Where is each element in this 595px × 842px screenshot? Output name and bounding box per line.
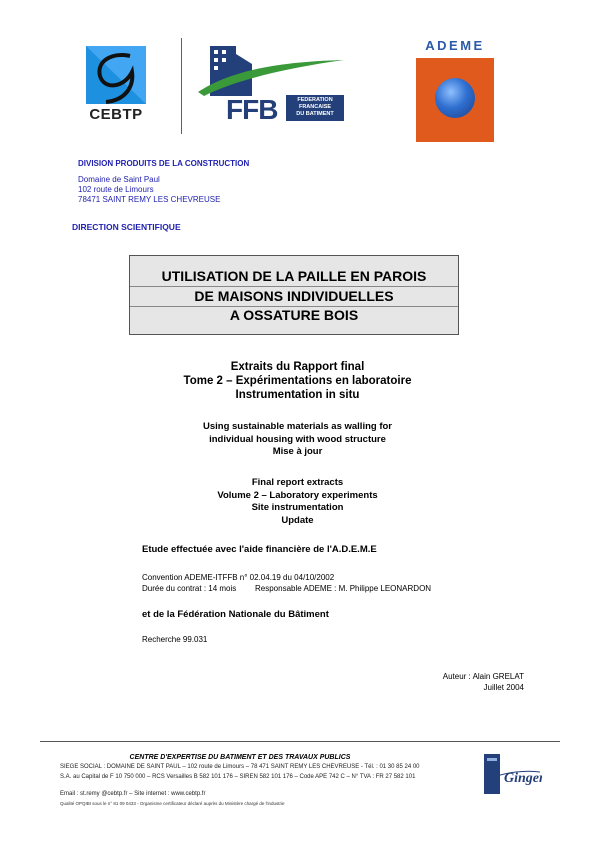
title-divider [130,286,458,287]
footer-certification: Qualité OPQIBI sous le n° 81 09 0433 - Organisme certificateur déclaré auprès du Ministère chargé de l'industrie [60,801,285,806]
ffb-wordmark: FFB [226,94,278,125]
subtitle-fr-line: Instrumentation in situ [235,389,360,401]
ffb-funding-text: et de la Fédération Nationale du Bâtiment [142,609,329,620]
cebtp-emblem-icon [86,46,146,104]
ademe-responsible: Responsable ADEME : M. Philippe LEONARDON [255,584,432,593]
globe-icon [435,78,475,118]
title-line: DE MAISONS INDIVIDUELLES [194,288,394,304]
ademe-wordmark: ADEME [425,38,485,53]
report-extracts-line: Update [281,514,314,526]
author-name: Auteur : Alain GRELAT [442,672,524,681]
footer-divider [40,741,560,742]
report-extracts-line: Final report extracts [251,477,344,488]
report-date: Juillet 2004 [483,683,524,692]
contract-duration: Durée du contrat : 14 mois [142,584,237,593]
report-extracts-line: Volume 2 – Laboratory experiments [217,489,378,501]
title-line: UTILISATION DE LA PAILLE EN PAROIS [161,268,427,284]
ginger-logo [482,748,542,806]
ffb-subtitle-line: FEDERATION [297,97,333,103]
subtitle-en-line: Mise à jour [272,446,323,457]
ademe-emblem [416,58,494,142]
report-extracts-line: Site instrumentation [251,502,344,513]
report-extracts-block [0,477,595,527]
direction-heading: DIRECTION SCIENTIFIQUE [72,222,181,232]
convention-text: Convention ADEME-ITFFB n° 02.04.19 du 04/10/2002 [142,573,335,582]
ginger-emblem-icon [482,748,542,806]
subtitle-fr-line: Tome 2 – Expérimentations en laboratoire [183,375,412,387]
cebtp-logo [80,42,152,128]
ginger-wordmark: Ginger [504,771,542,786]
ffb-subtitle-line: FRANCAISE [298,104,332,110]
subtitle-fr [0,360,595,402]
title-box [129,255,459,335]
subtitle-en-line: Using sustainable materials as walling for [202,421,392,432]
footer-company-info: S.A. au Capital de F 10 750 000 – RCS Versailles B 582 101 176 – SIREN 582 101 176 – Code APE 742 C – N° TVA : FR 27 582 101 [60,774,416,780]
ademe-logo [414,38,496,144]
footer-contact: Email : st.remy @cebtp.fr – Site internet : www.cebtp.fr [60,791,206,797]
division-heading: DIVISION PRODUITS DE LA CONSTRUCTION [78,159,250,168]
ffb-subtitle-line: DU BATIMENT [296,111,334,117]
research-number: Recherche 99.031 [142,635,208,644]
funding-heading: Etude effectuée avec l'aide financière de l'A.D.E.M.E [142,544,377,555]
ffb-logo [196,44,346,125]
address-line: Domaine de Saint Paul [78,175,160,184]
footer-address: SIEGE SOCIAL : DOMAINE DE SAINT PAUL – 102 route de Limours – 78 471 SAINT REMY LES CHEVREUSE - Tél. : 01 30 85 24 00 [60,764,420,770]
title-line: A OSSATURE BOIS [229,307,359,323]
footer-title: CENTRE D'EXPERTISE DU BATIMENT ET DES TRAVAUX PUBLICS [129,754,351,761]
address-line: 78471 SAINT REMY LES CHEVREUSE [78,195,221,204]
ffb-subtitle-box [286,95,344,121]
subtitle-en-block [0,421,595,459]
ffb-building-icon [196,44,346,96]
address-line: 102 route de Limours [78,185,154,194]
cebtp-wordmark: CEBTP [89,106,143,123]
subtitle-en-line: individual housing with wood structure [209,433,386,445]
subtitle-fr-line: Extraits du Rapport final [230,361,365,373]
address-block [78,175,220,205]
logo-divider [181,38,182,134]
